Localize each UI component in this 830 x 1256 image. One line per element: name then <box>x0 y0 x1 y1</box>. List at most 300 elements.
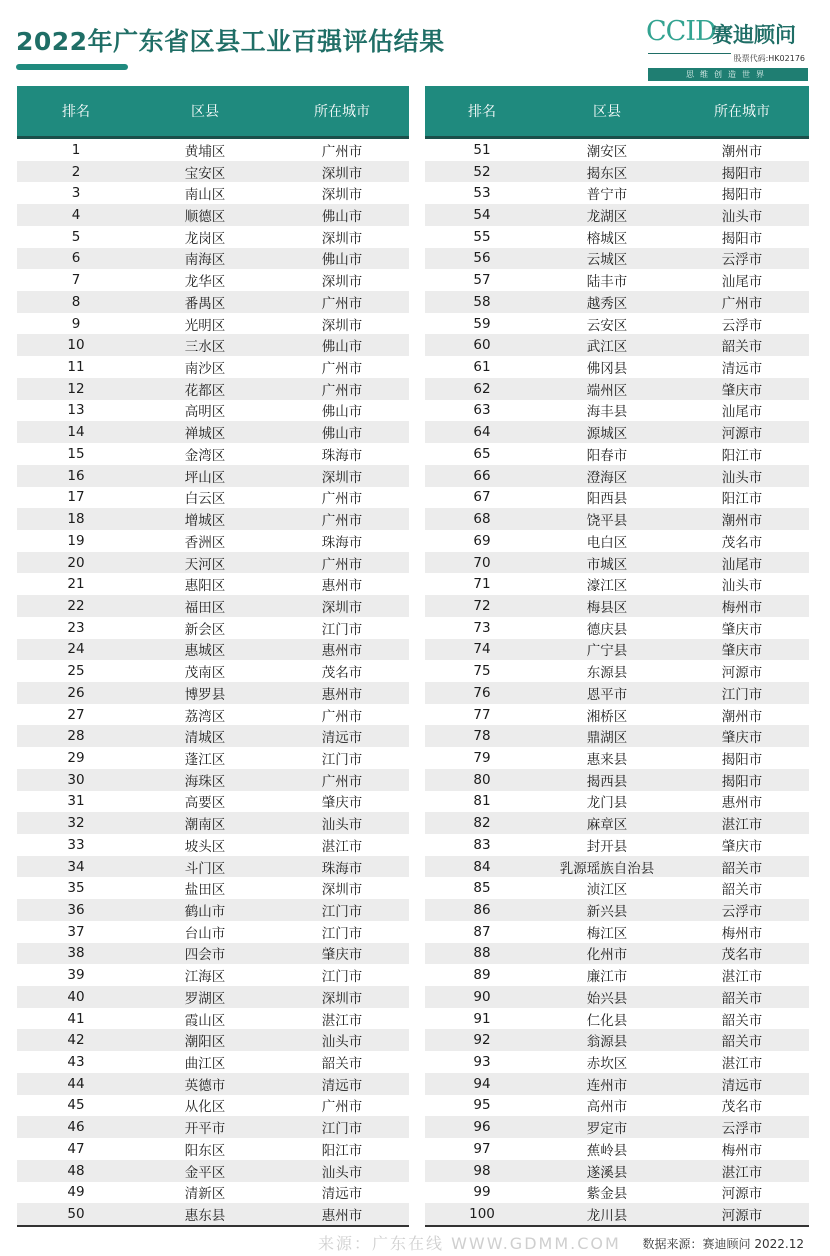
city-cell: 揭阳市 <box>721 187 763 204</box>
district-cell: 斗门区 <box>184 860 226 877</box>
table-row <box>425 747 809 769</box>
header-district: 区县 <box>191 104 219 120</box>
city-cell: 惠州市 <box>721 795 763 812</box>
table-row <box>17 725 409 747</box>
rank-cell: 18 <box>67 511 85 528</box>
city-cell: 湛江市 <box>321 838 363 855</box>
city-cell: 汕头市 <box>321 1034 363 1051</box>
city-cell: 广州市 <box>321 295 363 312</box>
city-cell: 广州市 <box>721 295 763 312</box>
district-cell: 德庆县 <box>586 621 628 638</box>
city-cell: 阳江市 <box>721 491 763 508</box>
rank-cell: 33 <box>67 836 85 853</box>
city-cell: 佛山市 <box>321 252 363 269</box>
rank-cell: 35 <box>67 880 85 897</box>
city-cell: 肇庆市 <box>721 730 763 747</box>
district-cell: 南山区 <box>184 187 226 204</box>
table-row <box>425 856 809 878</box>
table-row <box>17 1182 409 1204</box>
table-row <box>17 812 409 834</box>
table-row <box>17 986 409 1008</box>
district-cell: 高明区 <box>184 404 226 421</box>
district-cell: 惠城区 <box>184 643 226 660</box>
table-row <box>17 769 409 791</box>
district-cell: 佛冈县 <box>586 361 628 378</box>
district-cell: 宝安区 <box>184 165 226 182</box>
rank-cell: 80 <box>473 771 491 788</box>
header-district: 区县 <box>593 104 621 120</box>
district-cell: 阳东区 <box>184 1142 226 1159</box>
district-cell: 惠东县 <box>184 1208 226 1225</box>
table-row <box>17 856 409 878</box>
rank-cell: 4 <box>71 207 81 224</box>
table-row <box>425 1029 809 1051</box>
rank-cell: 84 <box>473 858 491 875</box>
city-cell: 云浮市 <box>721 252 763 269</box>
rank-cell: 54 <box>473 207 491 224</box>
district-cell: 茂南区 <box>184 665 226 682</box>
rank-cell: 43 <box>67 1054 85 1071</box>
district-cell: 仁化县 <box>586 1012 628 1029</box>
city-cell: 江门市 <box>321 751 363 768</box>
table-row <box>425 899 809 921</box>
rank-cell: 27 <box>67 706 85 723</box>
rank-cell: 85 <box>473 880 491 897</box>
rank-cell: 83 <box>473 836 491 853</box>
district-cell: 顺德区 <box>184 209 226 226</box>
city-cell: 广州市 <box>321 361 363 378</box>
table-row <box>425 400 809 422</box>
rank-cell: 31 <box>67 793 85 810</box>
table-row <box>17 617 409 639</box>
district-cell: 广宁县 <box>586 643 628 660</box>
city-cell: 汕头市 <box>321 1164 363 1181</box>
city-cell: 佛山市 <box>321 209 363 226</box>
table-row <box>17 834 409 856</box>
rank-cell: 60 <box>473 337 491 354</box>
district-cell: 澄海区 <box>586 469 628 486</box>
table-row <box>17 595 409 617</box>
district-cell: 乳源瑶族自治县 <box>559 860 655 877</box>
rank-cell: 70 <box>473 554 491 571</box>
rank-cell: 90 <box>473 988 491 1005</box>
table-row <box>17 313 409 335</box>
table-row <box>425 1051 809 1073</box>
city-cell: 肇庆市 <box>721 838 763 855</box>
city-cell: 深圳市 <box>321 317 363 334</box>
district-cell: 增城区 <box>184 513 226 530</box>
district-cell: 金湾区 <box>184 447 226 464</box>
district-cell: 武江区 <box>586 339 628 356</box>
rank-cell: 78 <box>473 728 491 745</box>
rank-cell: 14 <box>67 424 85 441</box>
district-cell: 化州市 <box>586 947 628 964</box>
rank-cell: 52 <box>473 163 491 180</box>
rank-cell: 79 <box>473 749 491 766</box>
city-cell: 肇庆市 <box>321 795 363 812</box>
table-row <box>425 660 809 682</box>
table-row <box>425 291 809 313</box>
table-row <box>425 443 809 465</box>
rank-cell: 53 <box>473 185 491 202</box>
title-underline <box>16 64 128 70</box>
table-row <box>425 269 809 291</box>
rank-cell: 41 <box>67 1010 85 1027</box>
city-cell: 肇庆市 <box>721 643 763 660</box>
table-row <box>17 660 409 682</box>
rank-cell: 97 <box>473 1140 491 1157</box>
table-row <box>425 1203 809 1225</box>
district-cell: 潮安区 <box>586 143 628 160</box>
ccid-logo <box>646 16 812 82</box>
rank-cell: 100 <box>469 1206 495 1223</box>
rank-cell: 19 <box>67 532 85 549</box>
table-row <box>17 421 409 443</box>
district-cell: 江海区 <box>184 969 226 986</box>
district-cell: 龙川县 <box>586 1208 628 1225</box>
district-cell: 麻章区 <box>586 817 628 834</box>
table-row <box>17 400 409 422</box>
rank-cell: 59 <box>473 315 491 332</box>
district-cell: 湘桥区 <box>586 708 628 725</box>
table-row <box>425 334 809 356</box>
table-row <box>425 552 809 574</box>
district-cell: 博罗县 <box>184 686 226 703</box>
city-cell: 茂名市 <box>321 665 363 682</box>
city-cell: 云浮市 <box>721 317 763 334</box>
district-cell: 禅城区 <box>184 426 226 443</box>
district-cell: 白云区 <box>184 491 226 508</box>
city-cell: 肇庆市 <box>721 382 763 399</box>
district-cell: 东源县 <box>586 665 628 682</box>
city-cell: 湛江市 <box>721 1056 763 1073</box>
table-row <box>425 204 809 226</box>
rank-cell: 37 <box>67 923 85 940</box>
table-row <box>425 356 809 378</box>
district-cell: 南海区 <box>184 252 226 269</box>
city-cell: 梅州市 <box>721 1142 763 1159</box>
district-cell: 高要区 <box>184 795 226 812</box>
rank-cell: 93 <box>473 1054 491 1071</box>
table-row <box>425 161 809 183</box>
table-row <box>17 1138 409 1160</box>
rank-cell: 49 <box>67 1184 85 1201</box>
table-row <box>425 530 809 552</box>
table-row <box>17 1095 409 1117</box>
district-cell: 英德市 <box>184 1077 226 1094</box>
district-cell: 龙华区 <box>184 274 226 291</box>
rank-cell: 38 <box>67 945 85 962</box>
district-cell: 潮阳区 <box>184 1034 226 1051</box>
city-cell: 江门市 <box>321 969 363 986</box>
table-row <box>425 791 809 813</box>
rank-cell: 89 <box>473 967 491 984</box>
table-row <box>17 530 409 552</box>
table-row <box>425 248 809 270</box>
city-cell: 肇庆市 <box>321 947 363 964</box>
rank-cell: 1 <box>71 141 81 158</box>
table-row <box>425 639 809 661</box>
district-cell: 黄埔区 <box>184 143 226 160</box>
table-row <box>425 943 809 965</box>
district-cell: 福田区 <box>184 599 226 616</box>
city-cell: 清远市 <box>721 1077 763 1094</box>
city-cell: 深圳市 <box>321 230 363 247</box>
table-row <box>17 378 409 400</box>
city-cell: 广州市 <box>321 382 363 399</box>
rank-cell: 75 <box>473 663 491 680</box>
city-cell: 珠海市 <box>321 534 363 551</box>
rank-cell: 48 <box>67 1162 85 1179</box>
rank-cell: 61 <box>473 359 491 376</box>
city-cell: 深圳市 <box>321 469 363 486</box>
rank-cell: 96 <box>473 1119 491 1136</box>
table-row <box>17 356 409 378</box>
city-cell: 韶关市 <box>721 339 763 356</box>
city-cell: 清远市 <box>321 1186 363 1203</box>
rank-cell: 20 <box>67 554 85 571</box>
rank-cell: 25 <box>67 663 85 680</box>
city-cell: 汕尾市 <box>721 556 763 573</box>
city-cell: 深圳市 <box>321 990 363 1007</box>
district-cell: 坪山区 <box>184 469 226 486</box>
table-row <box>425 834 809 856</box>
table-row <box>17 204 409 226</box>
rank-cell: 98 <box>473 1162 491 1179</box>
district-cell: 云安区 <box>586 317 628 334</box>
city-cell: 广州市 <box>321 556 363 573</box>
rank-cell: 29 <box>67 749 85 766</box>
rank-cell: 9 <box>71 315 81 332</box>
city-cell: 阳江市 <box>321 1142 363 1159</box>
rank-cell: 68 <box>473 511 491 528</box>
district-cell: 翁源县 <box>586 1034 628 1051</box>
city-cell: 佛山市 <box>321 426 363 443</box>
rank-cell: 71 <box>473 576 491 593</box>
rank-cell: 8 <box>71 293 81 310</box>
district-cell: 梅江区 <box>586 925 628 942</box>
city-cell: 广州市 <box>321 143 363 160</box>
rank-cell: 56 <box>473 250 491 267</box>
rank-cell: 44 <box>67 1075 85 1092</box>
rank-cell: 30 <box>67 771 85 788</box>
rank-cell: 28 <box>67 728 85 745</box>
table-row <box>425 421 809 443</box>
table-row <box>17 573 409 595</box>
city-cell: 珠海市 <box>321 860 363 877</box>
city-cell: 潮州市 <box>721 513 763 530</box>
city-cell: 深圳市 <box>321 274 363 291</box>
table-row <box>17 139 409 161</box>
header-city: 所在城市 <box>314 104 370 120</box>
district-cell: 普宁市 <box>586 187 628 204</box>
city-cell: 深圳市 <box>321 882 363 899</box>
rank-cell: 81 <box>473 793 491 810</box>
rank-cell: 7 <box>71 272 81 289</box>
table-row <box>425 725 809 747</box>
district-cell: 市城区 <box>586 556 628 573</box>
rank-cell: 11 <box>67 359 85 376</box>
table-row <box>425 465 809 487</box>
table-row <box>425 1182 809 1204</box>
district-cell: 罗定市 <box>586 1121 628 1138</box>
rank-cell: 95 <box>473 1097 491 1114</box>
city-cell: 深圳市 <box>321 165 363 182</box>
table-row <box>17 508 409 530</box>
district-cell: 从化区 <box>184 1099 226 1116</box>
district-cell: 揭东区 <box>586 165 628 182</box>
district-cell: 源城区 <box>586 426 628 443</box>
district-cell: 连州市 <box>586 1077 628 1094</box>
table-row <box>17 747 409 769</box>
city-cell: 河源市 <box>721 665 763 682</box>
district-cell: 蕉岭县 <box>586 1142 628 1159</box>
district-cell: 陆丰市 <box>586 274 628 291</box>
rank-cell: 99 <box>473 1184 491 1201</box>
city-cell: 潮州市 <box>721 708 763 725</box>
table-row <box>17 899 409 921</box>
city-cell: 韶关市 <box>721 1034 763 1051</box>
city-cell: 珠海市 <box>321 447 363 464</box>
table-row <box>17 921 409 943</box>
district-cell: 廉江市 <box>586 969 628 986</box>
table-row <box>17 1160 409 1182</box>
rank-cell: 42 <box>67 1032 85 1049</box>
district-cell: 新兴县 <box>586 904 628 921</box>
city-cell: 韶关市 <box>721 1012 763 1029</box>
city-cell: 湛江市 <box>321 1012 363 1029</box>
table-row <box>425 877 809 899</box>
rank-cell: 76 <box>473 684 491 701</box>
district-cell: 高州市 <box>586 1099 628 1116</box>
rank-cell: 94 <box>473 1075 491 1092</box>
logo-slogan: 思维创造世界 <box>648 68 808 81</box>
rank-cell: 26 <box>67 684 85 701</box>
city-cell: 清远市 <box>321 1077 363 1094</box>
city-cell: 惠州市 <box>321 1208 363 1225</box>
city-cell: 清远市 <box>721 361 763 378</box>
rank-cell: 36 <box>67 902 85 919</box>
city-cell: 湛江市 <box>721 817 763 834</box>
district-cell: 阳西县 <box>586 491 628 508</box>
city-cell: 广州市 <box>321 491 363 508</box>
rank-cell: 13 <box>67 402 85 419</box>
city-cell: 湛江市 <box>721 1164 763 1181</box>
city-cell: 肇庆市 <box>721 621 763 638</box>
rank-cell: 77 <box>473 706 491 723</box>
city-cell: 江门市 <box>321 1121 363 1138</box>
table-row <box>425 182 809 204</box>
table-row <box>425 704 809 726</box>
ranking-table-left <box>17 86 409 1227</box>
rank-cell: 72 <box>473 597 491 614</box>
city-cell: 梅州市 <box>721 925 763 942</box>
rank-cell: 17 <box>67 489 85 506</box>
city-cell: 汕头市 <box>321 817 363 834</box>
rank-cell: 64 <box>473 424 491 441</box>
logo-company-name: 赛迪顾问 <box>712 23 796 47</box>
district-cell: 南沙区 <box>184 361 226 378</box>
city-cell: 汕头市 <box>721 578 763 595</box>
city-cell: 汕尾市 <box>721 274 763 291</box>
city-cell: 江门市 <box>321 925 363 942</box>
rank-cell: 45 <box>67 1097 85 1114</box>
table-row <box>17 291 409 313</box>
table-body <box>17 139 409 1225</box>
rank-cell: 55 <box>473 228 491 245</box>
table-row <box>425 964 809 986</box>
district-cell: 端州区 <box>586 382 628 399</box>
rank-cell: 21 <box>67 576 85 593</box>
district-cell: 光明区 <box>184 317 226 334</box>
city-cell: 汕头市 <box>721 469 763 486</box>
city-cell: 佛山市 <box>321 339 363 356</box>
district-cell: 曲江区 <box>184 1056 226 1073</box>
city-cell: 深圳市 <box>321 187 363 204</box>
district-cell: 新会区 <box>184 621 226 638</box>
district-cell: 天河区 <box>184 556 226 573</box>
district-cell: 开平市 <box>184 1121 226 1138</box>
district-cell: 恩平市 <box>586 686 628 703</box>
table-row <box>425 986 809 1008</box>
rank-cell: 91 <box>473 1010 491 1027</box>
district-cell: 海珠区 <box>184 773 226 790</box>
table-row <box>17 964 409 986</box>
city-cell: 湛江市 <box>721 969 763 986</box>
district-cell: 鼎湖区 <box>586 730 628 747</box>
rank-cell: 65 <box>473 445 491 462</box>
city-cell: 揭阳市 <box>721 751 763 768</box>
city-cell: 惠州市 <box>321 686 363 703</box>
stock-code: 股票代码:HK02176 <box>731 53 808 64</box>
rank-cell: 69 <box>473 532 491 549</box>
district-cell: 紫金县 <box>586 1186 628 1203</box>
rank-cell: 22 <box>67 597 85 614</box>
district-cell: 霞山区 <box>184 1012 226 1029</box>
district-cell: 坡头区 <box>184 838 226 855</box>
city-cell: 汕尾市 <box>721 404 763 421</box>
city-cell: 惠州市 <box>321 578 363 595</box>
table-row <box>425 595 809 617</box>
table-row <box>17 1073 409 1095</box>
rank-cell: 10 <box>67 337 85 354</box>
city-cell: 广州市 <box>321 708 363 725</box>
table-row <box>425 769 809 791</box>
rank-cell: 34 <box>67 858 85 875</box>
rank-cell: 47 <box>67 1140 85 1157</box>
district-cell: 罗湖区 <box>184 990 226 1007</box>
city-cell: 韶关市 <box>721 882 763 899</box>
table-row <box>17 704 409 726</box>
rank-cell: 12 <box>67 380 85 397</box>
table-row <box>425 487 809 509</box>
rank-cell: 51 <box>473 141 491 158</box>
table-row <box>17 1008 409 1030</box>
data-source: 数据来源：赛迪顾问 2022.12 <box>642 1237 804 1251</box>
table-row <box>17 443 409 465</box>
city-cell: 云浮市 <box>721 1121 763 1138</box>
city-cell: 潮州市 <box>721 143 763 160</box>
district-cell: 遂溪县 <box>586 1164 628 1181</box>
rank-cell: 32 <box>67 815 85 832</box>
district-cell: 金平区 <box>184 1164 226 1181</box>
city-cell: 河源市 <box>721 426 763 443</box>
rank-cell: 16 <box>67 467 85 484</box>
district-cell: 赤坎区 <box>586 1056 628 1073</box>
rank-cell: 50 <box>67 1206 85 1223</box>
district-cell: 香洲区 <box>184 534 226 551</box>
district-cell: 龙湖区 <box>586 209 628 226</box>
